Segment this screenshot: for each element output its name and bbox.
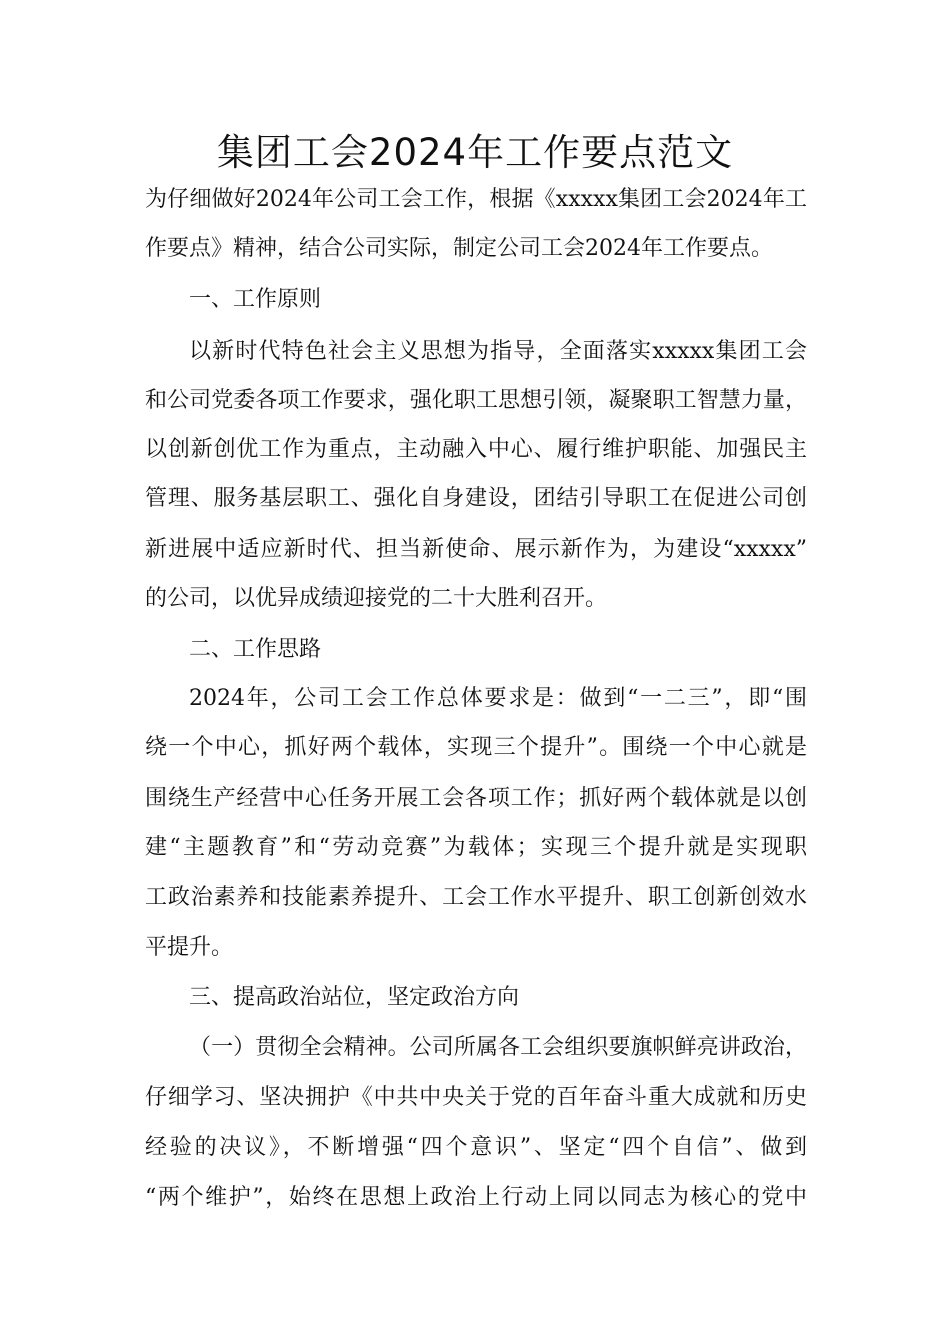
body-line: 以新时代特色社会主义思想为指导，全面落实xxxxx集团工会 [189, 339, 807, 364]
body-line: “两个维护”，始终在思想上政治上行动上同以同志为核心的党中 [145, 1185, 807, 1210]
section-heading: 二、工作思路 [189, 637, 322, 662]
body-line: 经验的决议》，不断增强“四个意识”、坚定“四个自信”、做到 [145, 1135, 807, 1160]
body-line: 围绕生产经营中心任务开展工会各项工作；抓好两个载体就是以创 [145, 786, 807, 811]
document-title: 集团工会2024年工作要点范文 [216, 131, 734, 174]
body-line: 工政治素养和技能素养提升、工会工作水平提升、职工创新创效水 [145, 885, 807, 910]
body-line: （一）贯彻全会精神。公司所属各工会组织要旗帜鲜亮讲政治， [189, 1035, 807, 1060]
body-line: 和公司党委各项工作要求，强化职工思想引领，凝聚职工智慧力量， [145, 388, 807, 413]
body-line: 以创新创优工作为重点，主动融入中心、履行维护职能、加强民主 [145, 437, 807, 462]
body-line: 仔细学习、坚决拥护《中共中央关于党的百年奋斗重大成就和历史 [145, 1085, 807, 1110]
body-line: 2024年，公司工会工作总体要求是：做到“一二三”，即“围 [189, 686, 807, 711]
section-heading: 一、工作原则 [189, 287, 322, 312]
body-line: 为仔细做好2024年公司工会工作，根据《xxxxx集团工会2024年工 [145, 187, 807, 212]
body-line: 建“主题教育”和“劳动竞赛”为载体；实现三个提升就是实现职 [145, 835, 807, 860]
section-heading: 三、提高政治站位，坚定政治方向 [189, 985, 520, 1010]
body-line: 的公司，以优异成绩迎接党的二十大胜利召开。 [145, 586, 608, 611]
body-line: 新进展中适应新时代、担当新使命、展示新作为，为建设“xxxxx” [145, 537, 807, 562]
body-line: 绕一个中心，抓好两个载体，实现三个提升”。围绕一个中心就是 [145, 735, 807, 760]
body-line: 管理、服务基层职工、强化自身建设，团结引导职工在促进公司创 [145, 486, 807, 511]
body-line: 作要点》精神，结合公司实际，制定公司工会2024年工作要点。 [145, 236, 773, 261]
body-line: 平提升。 [145, 935, 234, 960]
